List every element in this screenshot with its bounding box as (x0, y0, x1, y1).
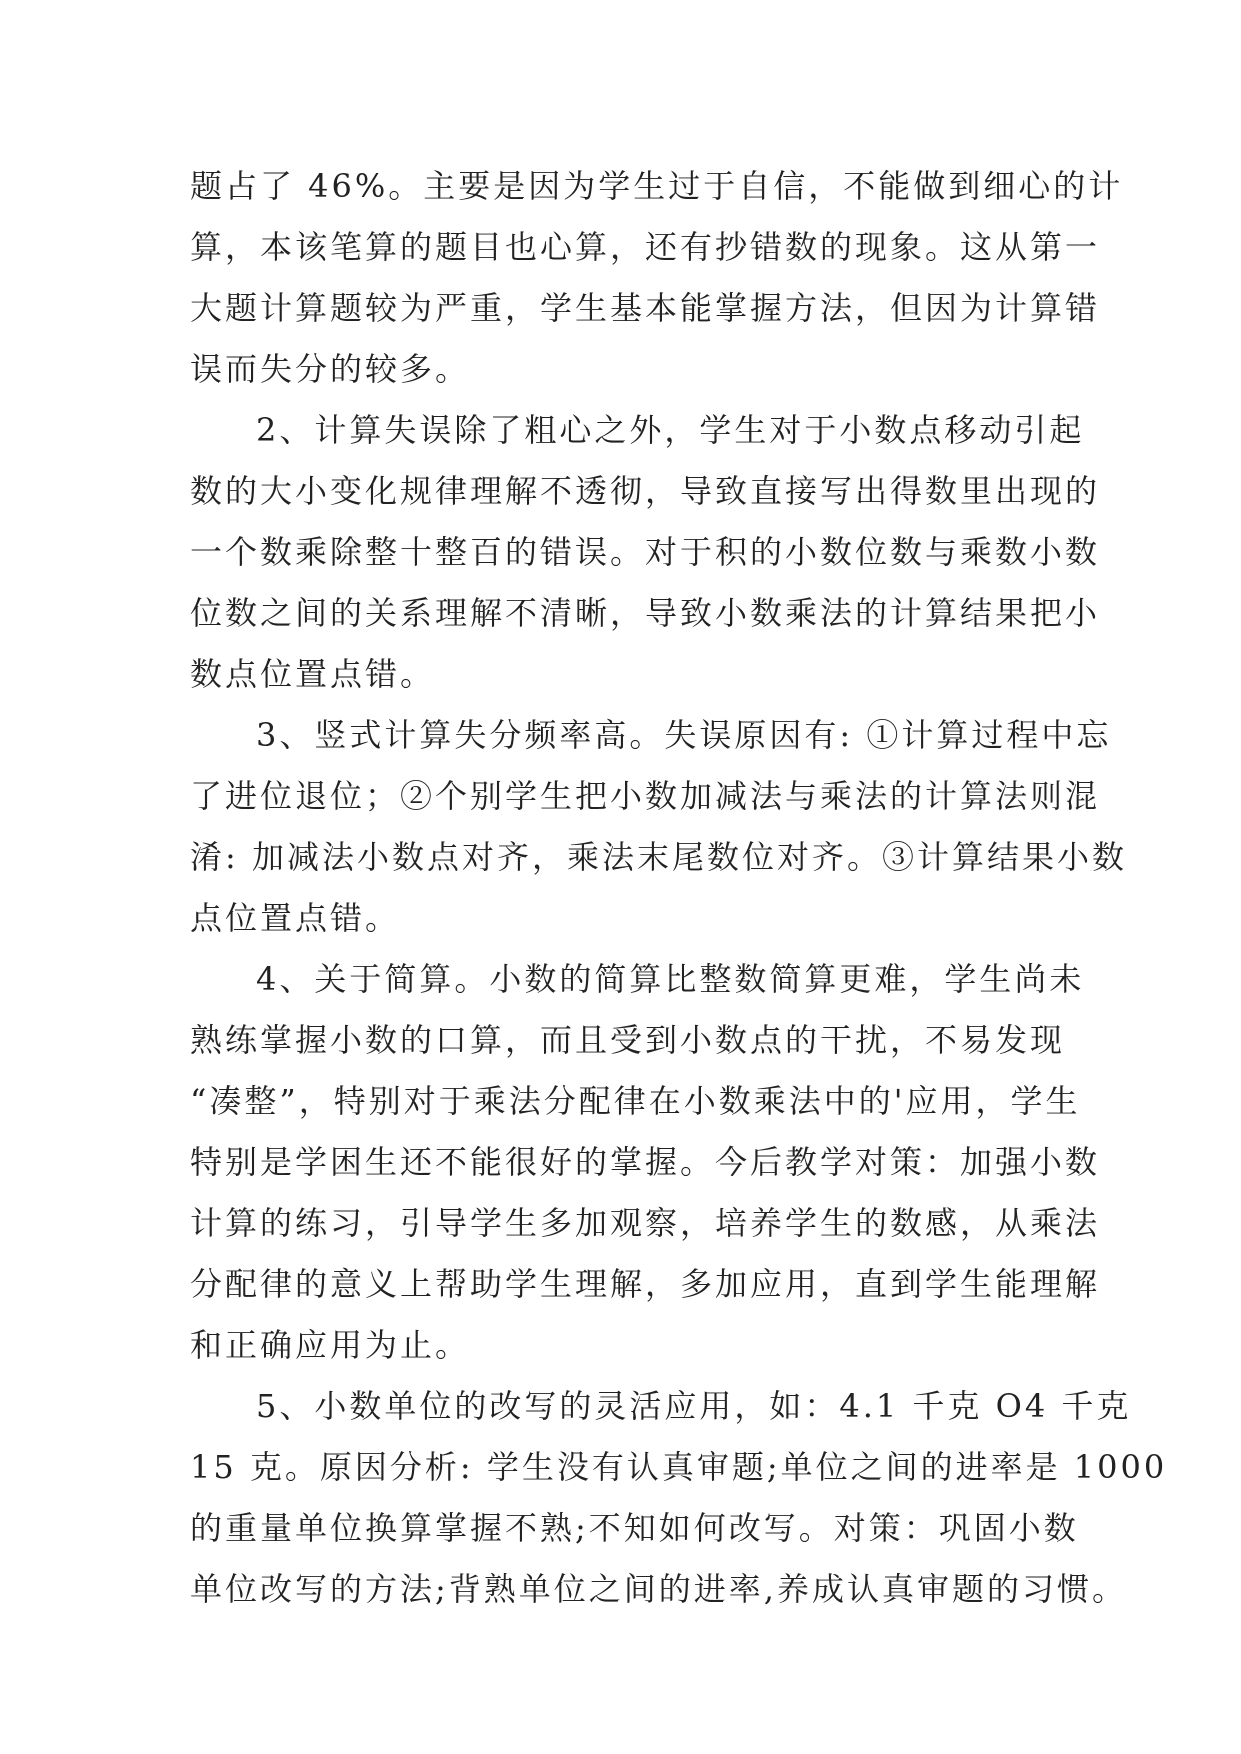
text-line: 分配律的意义上帮助学生理解，多加应用，直到学生能理解 (190, 1265, 1101, 1303)
document-body (190, 156, 1168, 1620)
text-line: 和正确应用为止。 (190, 1326, 471, 1364)
text-line: 熟练掌握小数的口算，而且受到小数点的干扰，不易发现 (190, 1021, 1066, 1059)
text-line: 15 克。原因分析: 学生没有认真审题;单位之间的进率是 1000 (190, 1448, 1168, 1486)
text-line: 数点位置点错。 (190, 655, 436, 693)
text-line: 误而失分的较多。 (190, 350, 471, 388)
text-line: 点位置点错。 (190, 899, 401, 937)
text-line: 单位改写的方法;背熟单位之间的进率,养成认真审题的习惯。 (190, 1570, 1127, 1608)
paragraph-4-first-line: 4、关于简算。小数的简算比整数简算更难，学生尚未 (256, 960, 1085, 998)
text-line: 一个数乘除整十整百的错误。对于积的小数位数与乘数小数 (190, 533, 1101, 571)
text-line: “凑整”，特别对于乘法分配律在小数乘法中的'应用，学生 (190, 1082, 1081, 1120)
text-line: 的重量单位换算掌握不熟;不知如何改写。对策：巩固小数 (190, 1509, 1079, 1547)
text-line: 计算的练习，引导学生多加观察，培养学生的数感，从乘法 (190, 1204, 1101, 1242)
text-line: 位数之间的关系理解不清晰，导致小数乘法的计算结果把小 (190, 594, 1101, 632)
paragraph-2-first-line: 2、计算失误除了粗心之外，学生对于小数点移动引起 (256, 411, 1085, 449)
text-line: 算，本该笔算的题目也心算，还有抄错数的现象。这从第一 (190, 228, 1101, 266)
text-line: 特别是学困生还不能很好的掌握。今后教学对策：加强小数 (190, 1143, 1101, 1181)
text-line: 了进位退位；②个别学生把小数加减法与乘法的计算法则混 (190, 777, 1101, 815)
text-line: 淆: 加减法小数点对齐，乘法末尾数位对齐。③计算结果小数 (190, 838, 1127, 876)
paragraph-5-first-line: 5、小数单位的改写的灵活应用，如：4.1 千克 O4 千克 (256, 1387, 1132, 1425)
text-line: 大题计算题较为严重，学生基本能掌握方法，但因为计算错 (190, 289, 1101, 327)
text-line: 题占了 46%。主要是因为学生过于自信，不能做到细心的计 (190, 167, 1124, 205)
text-line: 数的大小变化规律理解不透彻，导致直接写出得数里出现的 (190, 472, 1101, 510)
paragraph-3-first-line: 3、竖式计算失分频率高。失误原因有: ①计算过程中忘 (256, 716, 1112, 754)
